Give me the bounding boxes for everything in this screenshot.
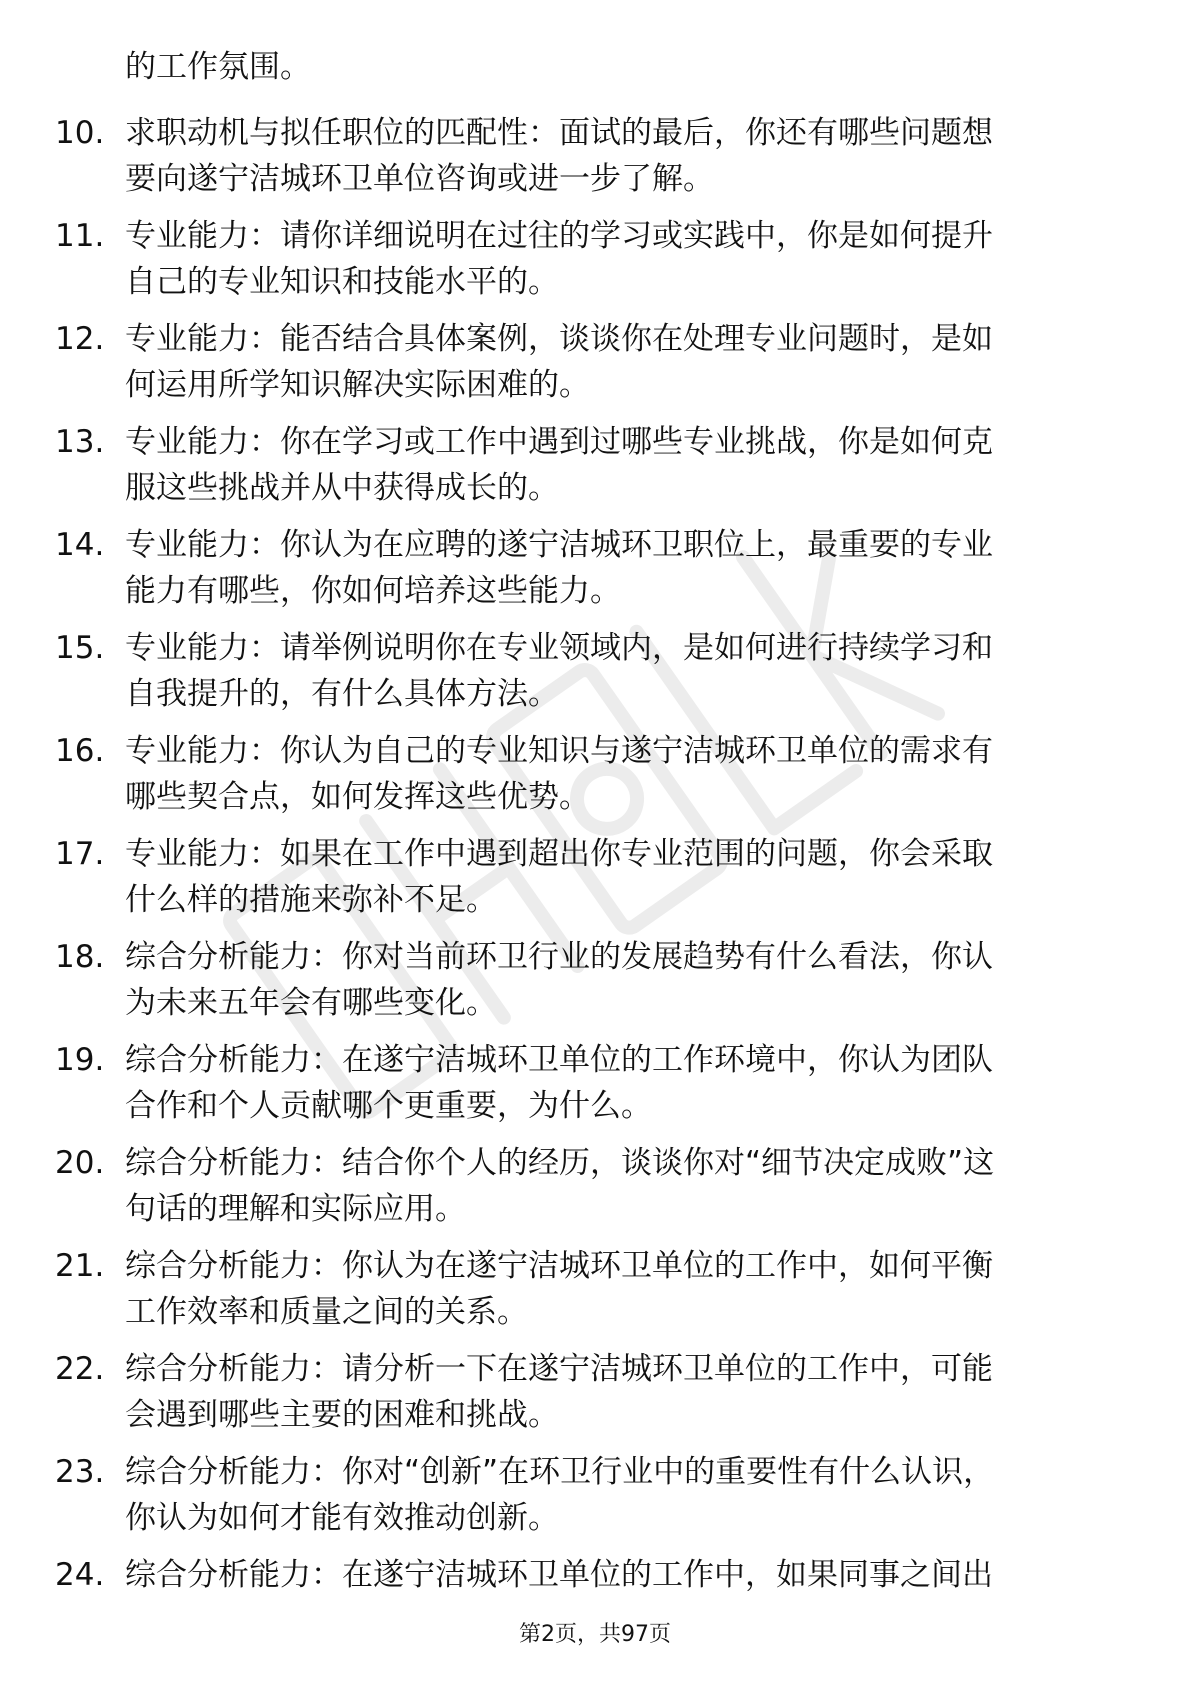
list-item [0,213,1190,305]
question-line: 会遇到哪些主要的困难和挑战。 [125,1397,559,1433]
question-line: 自己的专业知识和技能水平的。 [125,264,559,300]
question-line: 综合分析能力：你对当前环卫行业的发展趋势有什么看法，你认 [125,939,993,975]
question-line: 专业能力：你认为自己的专业知识与遂宁洁城环卫单位的需求有 [125,733,993,769]
page-number-footer: 第2页，共97页 [519,1622,671,1647]
list-item [0,625,1190,717]
question-number: 12. [55,321,105,357]
question-line: 服这些挑战并从中获得成长的。 [125,470,559,506]
question-text [125,934,1110,1026]
question-line: 综合分析能力：你对“创新”在环卫行业中的重要性有什么认识， [125,1454,995,1490]
question-number: 18. [55,939,105,975]
question-text [125,1243,1110,1335]
question-number: 20. [55,1145,105,1181]
question-text [125,728,1110,820]
question-line: 专业能力：你在学习或工作中遇到过哪些专业挑战，你是如何克 [125,424,993,460]
question-line: 工作效率和质量之间的关系。 [125,1294,528,1330]
question-number: 15. [55,630,105,666]
question-text [125,213,1110,305]
question-line: 综合分析能力：结合你个人的经历，谈谈你对“细节决定成败”这 [125,1145,995,1181]
question-number: 24. [55,1557,105,1593]
list-item [0,1346,1190,1438]
question-line: 综合分析能力：在遂宁洁城环卫单位的工作环境中，你认为团队 [125,1042,993,1078]
list-item [0,831,1190,923]
question-line: 能力有哪些，你如何培养这些能力。 [125,573,621,609]
question-line: 专业能力：请你详细说明在过往的学习或实践中，你是如何提升 [125,218,993,254]
question-number: 13. [55,424,105,460]
list-item [0,1243,1190,1335]
question-line: 专业能力：能否结合具体案例，谈谈你在处理专业问题时，是如 [125,321,993,357]
question-number: 11. [55,218,105,254]
question-text [125,1037,1110,1129]
question-line: 要向遂宁洁城环卫单位咨询或进一步了解。 [125,161,714,197]
question-number: 21. [55,1248,105,1284]
question-text [125,419,1110,511]
question-line: 哪些契合点，如何发挥这些优势。 [125,779,590,815]
question-line: 何运用所学知识解决实际困难的。 [125,367,590,403]
question-number: 22. [55,1351,105,1387]
list-item [0,728,1190,820]
question-line: 自我提升的，有什么具体方法。 [125,676,559,712]
question-number: 19. [55,1042,105,1078]
question-text [125,1552,1110,1598]
list-item [0,522,1190,614]
question-text [125,1346,1110,1438]
list-item [0,1449,1190,1541]
question-line: 求职动机与拟任职位的匹配性：面试的最后，你还有哪些问题想 [125,115,993,151]
question-line: 什么样的措施来弥补不足。 [125,882,497,918]
list-item [0,419,1190,511]
question-number: 10. [55,115,105,151]
question-line: 综合分析能力：你认为在遂宁洁城环卫单位的工作中，如何平衡 [125,1248,993,1284]
continuation-text: 的工作氛围。 [125,49,311,85]
question-text [125,522,1110,614]
question-line: 合作和个人贡献哪个更重要，为什么。 [125,1088,652,1124]
list-item [0,316,1190,408]
list-item [0,934,1190,1026]
question-line: 你认为如何才能有效推动创新。 [125,1500,559,1536]
question-line: 综合分析能力：请分析一下在遂宁洁城环卫单位的工作中，可能 [125,1351,993,1387]
question-line: 句话的理解和实际应用。 [125,1191,466,1227]
question-number: 23. [55,1454,105,1490]
question-list [0,110,1190,1655]
question-line: 为未来五年会有哪些变化。 [125,985,497,1021]
question-text [125,1140,1110,1232]
question-line: 专业能力：请举例说明你在专业领域内，是如何进行持续学习和 [125,630,993,666]
question-line: 专业能力：你认为在应聘的遂宁洁城环卫职位上，最重要的专业 [125,527,993,563]
question-text [125,1449,1110,1541]
question-text [125,316,1110,408]
list-item [0,1140,1190,1232]
question-line: 专业能力：如果在工作中遇到超出你专业范围的问题，你会采取 [125,836,993,872]
question-number: 14. [55,527,105,563]
question-text [125,110,1110,202]
list-item [0,110,1190,202]
question-text [125,831,1110,923]
list-item [0,1037,1190,1129]
question-line: 综合分析能力：在遂宁洁城环卫单位的工作中，如果同事之间出 [125,1557,993,1593]
question-number: 17. [55,836,105,872]
question-text [125,625,1110,717]
question-number: 16. [55,733,105,769]
